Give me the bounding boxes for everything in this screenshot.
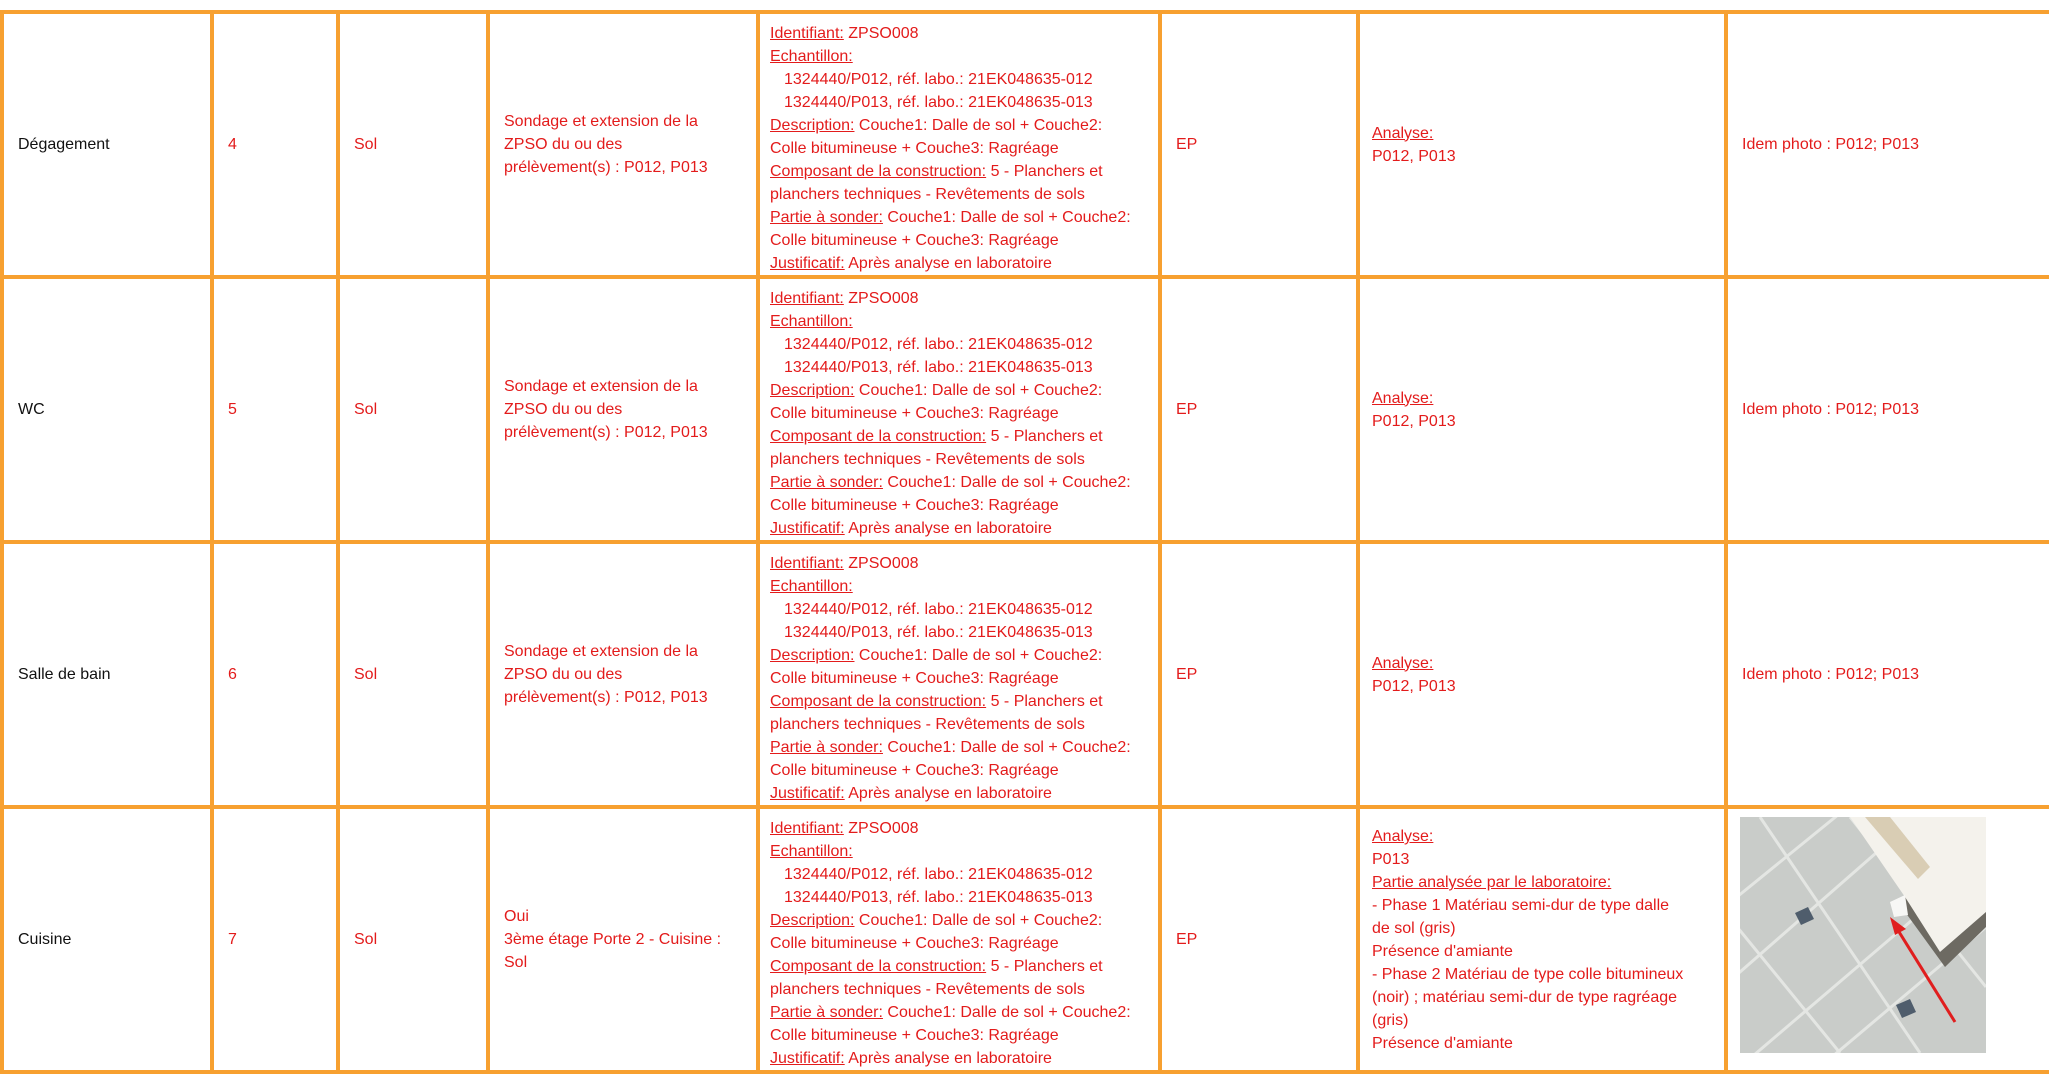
analysis-label: Analyse: — [1372, 124, 1434, 142]
description-value: Colle bitumineuse + Couche3: Ragréage — [770, 405, 1059, 422]
identifiant-label: Identifiant: — [770, 555, 844, 572]
table-row — [2, 277, 2049, 542]
table-row — [2, 807, 2049, 1072]
analysis-label: Analyse: — [1372, 828, 1434, 845]
composant-value: 5 - Planchers et — [986, 958, 1103, 975]
analysis-value: P012, P013 — [1372, 147, 1456, 165]
description-value: Couche1: Dalle de sol + Couche2: — [854, 647, 1103, 664]
justificatif-label: Justificatif: — [770, 520, 845, 537]
room-cell: Dégagement — [2, 12, 212, 277]
results-table — [0, 10, 2049, 1074]
lab-line: (gris) — [1372, 1012, 1409, 1029]
sample-line: 1324440/P013, réf. labo.: 21EK048635-013 — [784, 94, 1093, 111]
extension-cell — [488, 12, 758, 277]
identifiant-value: ZPSO008 — [843, 555, 919, 572]
justificatif-value: Après analyse en laboratoire — [844, 520, 1052, 537]
analysis-value: P013 — [1372, 851, 1410, 868]
echantillon-label: Echantillon: — [770, 48, 853, 65]
extension-line: ZPSO du ou des — [504, 401, 623, 418]
analysis-cell — [1358, 12, 1726, 277]
details-cell — [758, 542, 1160, 807]
extension-line: Sondage et extension de la — [504, 643, 698, 660]
sample-line: 1324440/P013, réf. labo.: 21EK048635-013 — [784, 624, 1093, 641]
extension-line: prélèvement(s) : P012, P013 — [504, 689, 708, 706]
component-cell: Sol — [338, 542, 488, 807]
partie-value: Colle bitumineuse + Couche3: Ragréage — [770, 1027, 1059, 1044]
analysis-cell — [1358, 277, 1726, 542]
partie-value: Couche1: Dalle de sol + Couche2: — [882, 209, 1131, 226]
description-label: Description: — [770, 647, 855, 664]
sample-line: 1324440/P012, réf. labo.: 21EK048635-012 — [784, 601, 1093, 618]
analysis-value: P012, P013 — [1372, 412, 1456, 430]
sample-line: 1324440/P012, réf. labo.: 21EK048635-012 — [784, 71, 1093, 88]
table-row — [2, 542, 2049, 807]
extension-line: ZPSO du ou des — [504, 136, 623, 153]
description-value: Colle bitumineuse + Couche3: Ragréage — [770, 140, 1059, 157]
details-cell — [758, 12, 1160, 277]
identifiant-value: ZPSO008 — [843, 25, 919, 42]
sample-line: 1324440/P013, réf. labo.: 21EK048635-013 — [784, 889, 1093, 906]
extension-cell — [488, 542, 758, 807]
ep-cell: EP — [1160, 807, 1358, 1072]
description-value: Couche1: Dalle de sol + Couche2: — [854, 382, 1103, 399]
ep-cell: EP — [1160, 12, 1358, 277]
composant-value: 5 - Planchers et — [986, 693, 1103, 710]
echantillon-label: Echantillon: — [770, 578, 853, 595]
component-cell: Sol — [338, 12, 488, 277]
room-cell: WC — [2, 277, 212, 542]
composant-value: planchers techniques - Revêtements de sols — [770, 186, 1085, 203]
photo-cell: Idem photo : P012; P013 — [1726, 12, 2049, 277]
photo-cell — [1726, 807, 2049, 1072]
extension-line: Oui — [504, 908, 529, 925]
extension-line: prélèvement(s) : P012, P013 — [504, 159, 708, 176]
composant-label: Composant de la construction: — [770, 428, 987, 445]
composant-value: planchers techniques - Revêtements de sols — [770, 981, 1085, 998]
identifiant-value: ZPSO008 — [843, 290, 919, 307]
extension-cell — [488, 277, 758, 542]
composant-value: 5 - Planchers et — [986, 163, 1103, 180]
lab-line: Présence d'amiante — [1372, 943, 1513, 960]
composant-value: planchers techniques - Revêtements de sols — [770, 716, 1085, 733]
extension-line: Sol — [504, 954, 528, 971]
number-cell: 5 — [212, 277, 338, 542]
partie-value: Couche1: Dalle de sol + Couche2: — [882, 739, 1131, 756]
sample-line: 1324440/P012, réf. labo.: 21EK048635-012 — [784, 866, 1093, 883]
analysis-label: Analyse: — [1372, 654, 1434, 672]
analysis-label: Analyse: — [1372, 389, 1434, 407]
ep-cell: EP — [1160, 277, 1358, 542]
description-label: Description: — [770, 117, 855, 134]
composant-label: Composant de la construction: — [770, 163, 987, 180]
details-cell — [758, 807, 1160, 1072]
description-value: Couche1: Dalle de sol + Couche2: — [854, 912, 1103, 929]
justificatif-label: Justificatif: — [770, 255, 845, 272]
table-row — [2, 12, 2049, 277]
photo-cell: Idem photo : P012; P013 — [1726, 542, 2049, 807]
composant-value: 5 - Planchers et — [986, 428, 1103, 445]
partie-value: Colle bitumineuse + Couche3: Ragréage — [770, 762, 1059, 779]
lab-line: - Phase 2 Matériau de type colle bitumineux — [1372, 966, 1684, 983]
echantillon-label: Echantillon: — [770, 843, 853, 860]
extension-line: 3ème étage Porte 2 - Cuisine : — [504, 931, 722, 948]
extension-line: prélèvement(s) : P012, P013 — [504, 424, 708, 441]
description-label: Description: — [770, 382, 855, 399]
photo-cell: Idem photo : P012; P013 — [1726, 277, 2049, 542]
justificatif-value: Après analyse en laboratoire — [844, 785, 1052, 802]
description-value: Couche1: Dalle de sol + Couche2: — [854, 117, 1103, 134]
number-cell: 6 — [212, 542, 338, 807]
partie-label: Partie à sonder: — [770, 209, 883, 226]
extension-line: Sondage et extension de la — [504, 113, 698, 130]
composant-label: Composant de la construction: — [770, 693, 987, 710]
details-cell — [758, 277, 1160, 542]
echantillon-label: Echantillon: — [770, 313, 853, 330]
lab-line: Présence d'amiante — [1372, 1035, 1513, 1052]
justificatif-label: Justificatif: — [770, 1050, 845, 1067]
extension-cell — [488, 807, 758, 1072]
justificatif-value: Après analyse en laboratoire — [844, 255, 1052, 272]
justificatif-label: Justificatif: — [770, 785, 845, 802]
lab-line: (noir) ; matériau semi-dur de type ragréage — [1372, 989, 1678, 1006]
lab-line: - Phase 1 Matériau semi-dur de type dalle — [1372, 897, 1670, 914]
partie-value: Couche1: Dalle de sol + Couche2: — [882, 1004, 1131, 1021]
analysis-cell — [1358, 542, 1726, 807]
justificatif-value: Après analyse en laboratoire — [844, 1050, 1052, 1067]
extension-line: Sondage et extension de la — [504, 378, 698, 395]
description-label: Description: — [770, 912, 855, 929]
partie-value: Couche1: Dalle de sol + Couche2: — [882, 474, 1131, 491]
description-value: Colle bitumineuse + Couche3: Ragréage — [770, 935, 1059, 952]
analysis-cell — [1358, 807, 1726, 1072]
room-cell: Salle de bain — [2, 542, 212, 807]
identifiant-value: ZPSO008 — [843, 820, 919, 837]
partie-label: Partie à sonder: — [770, 1004, 883, 1021]
lab-label: Partie analysée par le laboratoire: — [1372, 874, 1612, 891]
partie-value: Colle bitumineuse + Couche3: Ragréage — [770, 232, 1059, 249]
identifiant-label: Identifiant: — [770, 25, 844, 42]
number-cell: 7 — [212, 807, 338, 1072]
sample-line: 1324440/P013, réf. labo.: 21EK048635-013 — [784, 359, 1093, 376]
analysis-value: P012, P013 — [1372, 677, 1456, 695]
room-cell: Cuisine — [2, 807, 212, 1072]
composant-value: planchers techniques - Revêtements de sols — [770, 451, 1085, 468]
partie-label: Partie à sonder: — [770, 739, 883, 756]
sample-line: 1324440/P012, réf. labo.: 21EK048635-012 — [784, 336, 1093, 353]
ep-cell: EP — [1160, 542, 1358, 807]
number-cell: 4 — [212, 12, 338, 277]
identifiant-label: Identifiant: — [770, 820, 844, 837]
floor-photo-image — [1740, 817, 1986, 1053]
identifiant-label: Identifiant: — [770, 290, 844, 307]
description-value: Colle bitumineuse + Couche3: Ragréage — [770, 670, 1059, 687]
partie-value: Colle bitumineuse + Couche3: Ragréage — [770, 497, 1059, 514]
partie-label: Partie à sonder: — [770, 474, 883, 491]
component-cell: Sol — [338, 277, 488, 542]
floor-photo — [1740, 817, 1986, 1053]
extension-line: ZPSO du ou des — [504, 666, 623, 683]
component-cell: Sol — [338, 807, 488, 1072]
composant-label: Composant de la construction: — [770, 958, 987, 975]
lab-line: de sol (gris) — [1372, 920, 1456, 937]
